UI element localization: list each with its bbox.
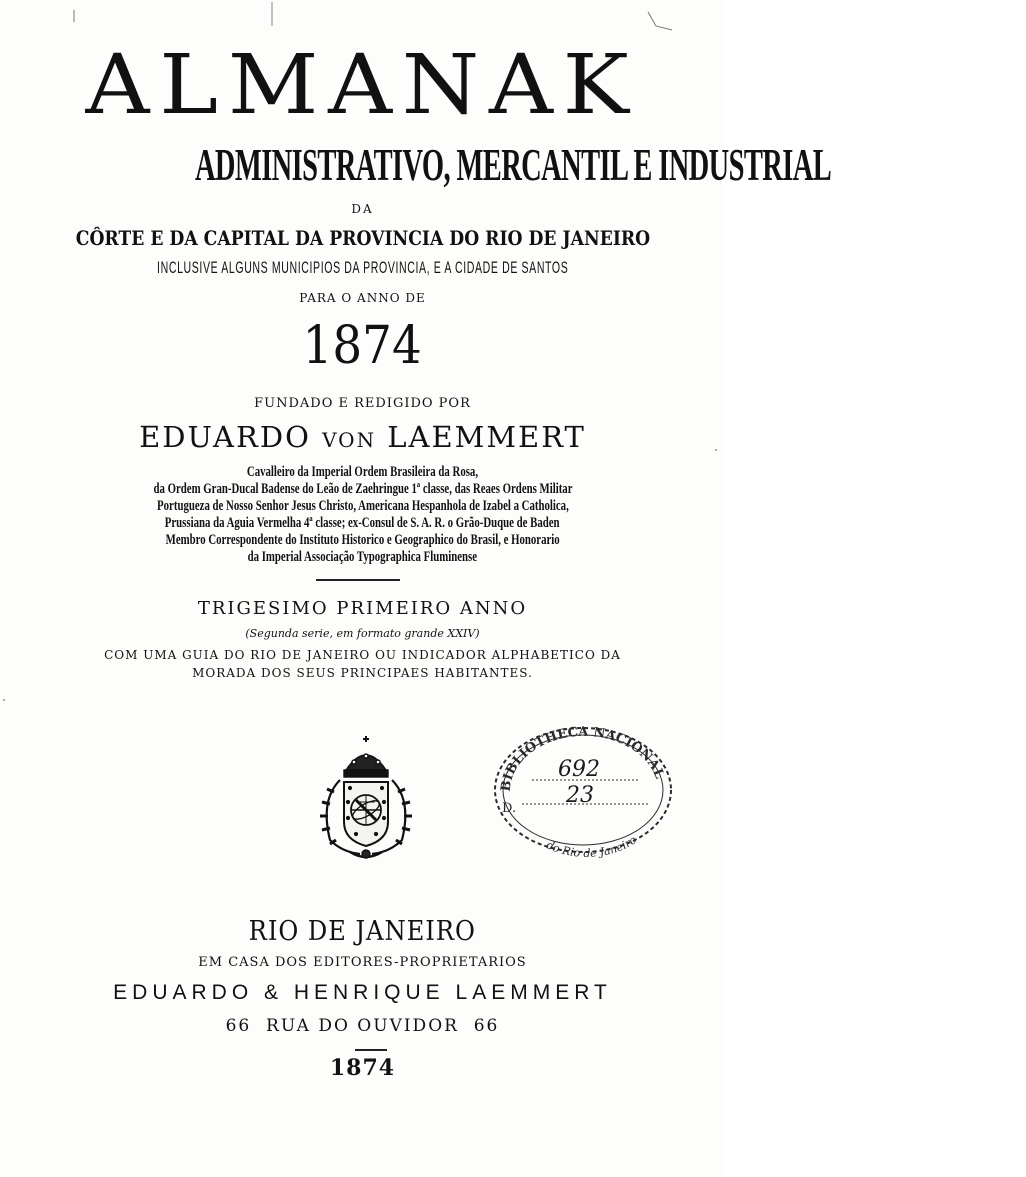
stamp-letter: D. — [502, 801, 517, 816]
author-credit-line — [0, 481, 725, 498]
guia-line-1: COM UMA GUIA DO RIO DE JANEIRO OU INDICADOR ALPHABETICO DA — [104, 648, 621, 662]
imprint-casa: EM CASA DOS EDITORES-PROPRIETARIOS — [198, 955, 527, 970]
author-von: VON — [322, 428, 377, 452]
stamp-arc-text: BIBLIOTHECA NACIONAL — [498, 724, 667, 793]
imprint-city — [0, 916, 725, 947]
stamp-bottom-text: do Rio de Janeiro — [544, 833, 639, 858]
place-line — [0, 226, 725, 250]
fundado-line: FUNDADO E REDIGIDO POR — [254, 396, 471, 411]
da-line: DA — [351, 202, 374, 216]
almanak-subtitle-text: ADMINISTRATIVO, MERCANTIL E INDUSTRIAL — [194, 139, 832, 190]
guia-line-2: MORADA DOS SEUS PRINCIPAES HABITANTES. — [192, 666, 533, 680]
author-credit-line — [0, 498, 725, 515]
author-first-name: EDUARDO — [139, 420, 311, 454]
author-credit-line — [0, 464, 725, 481]
library-stamp-icon — [488, 718, 678, 858]
author-last-name: LAEMMERT — [387, 420, 586, 454]
inclusive-text: INCLUSIVE ALGUNS MUNICIPIOS DA PROVINCIA, E A CIDADE DE SANTOS — [156, 258, 569, 277]
almanak-year — [0, 316, 725, 376]
place-text: CÔRTE E DA CAPITAL DA PROVINCIA DO RIO DE JANEIRO — [75, 226, 650, 250]
author-credit-line — [0, 532, 725, 549]
edition-line: TRIGESIMO PRIMEIRO ANNO — [197, 598, 528, 619]
almanak-title — [0, 38, 725, 133]
inclusive-line — [0, 258, 725, 278]
almanak-title-text: ALMANAK — [85, 38, 640, 133]
divider-rule — [316, 579, 400, 581]
almanak-subtitle — [0, 138, 832, 191]
series-note: (Segunda serie, em formato grande XXIV) — [245, 627, 480, 640]
author-credit-text: Portugueza de Nosso Senhor Jesus Christo, Americana Hespanhola de Izabel a Catholica, — [156, 498, 569, 514]
almanak-year-text: 1874 — [302, 316, 423, 376]
imprint-city-text: RIO DE JANEIRO — [248, 916, 477, 947]
para-anno-line: PARA O ANNO DE — [299, 291, 426, 305]
imperial-coat-of-arms-icon — [310, 736, 422, 864]
imprint-address: 66 RUA DO OUVIDOR 66 — [225, 1016, 500, 1036]
imprint-publishers: EDUARDO & HENRIQUE LAEMMERT — [113, 981, 612, 1004]
author-credit-text: Prussiana da Aguia Vermelha 4ª classe; ex-Consul de S. A. R. o Grão-Duque de Baden — [165, 515, 560, 531]
stamp-handwritten-number: 23 — [566, 783, 594, 808]
divider-rule — [355, 1049, 387, 1051]
stamp-handwritten-number: 692 — [558, 757, 600, 782]
author-credit-text: da Imperial Associação Typographica Fluminense — [247, 549, 478, 565]
author-credit-line — [0, 549, 725, 566]
author-credit-line — [0, 515, 725, 532]
author-credit-text: Cavalleiro da Imperial Ordem Brasileira da Rosa, — [246, 464, 479, 480]
author-credit-text: Membro Correspondente do Instituto Historico e Geographico do Brasil, e Honorario — [165, 532, 560, 548]
imprint-year: 1874 — [329, 1055, 396, 1081]
author-credit-text: da Ordem Gran-Ducal Badense do Leão de Zaehringue 1ª classe, das Reaes Ordens Militar — [152, 481, 573, 497]
author-name — [0, 420, 725, 454]
